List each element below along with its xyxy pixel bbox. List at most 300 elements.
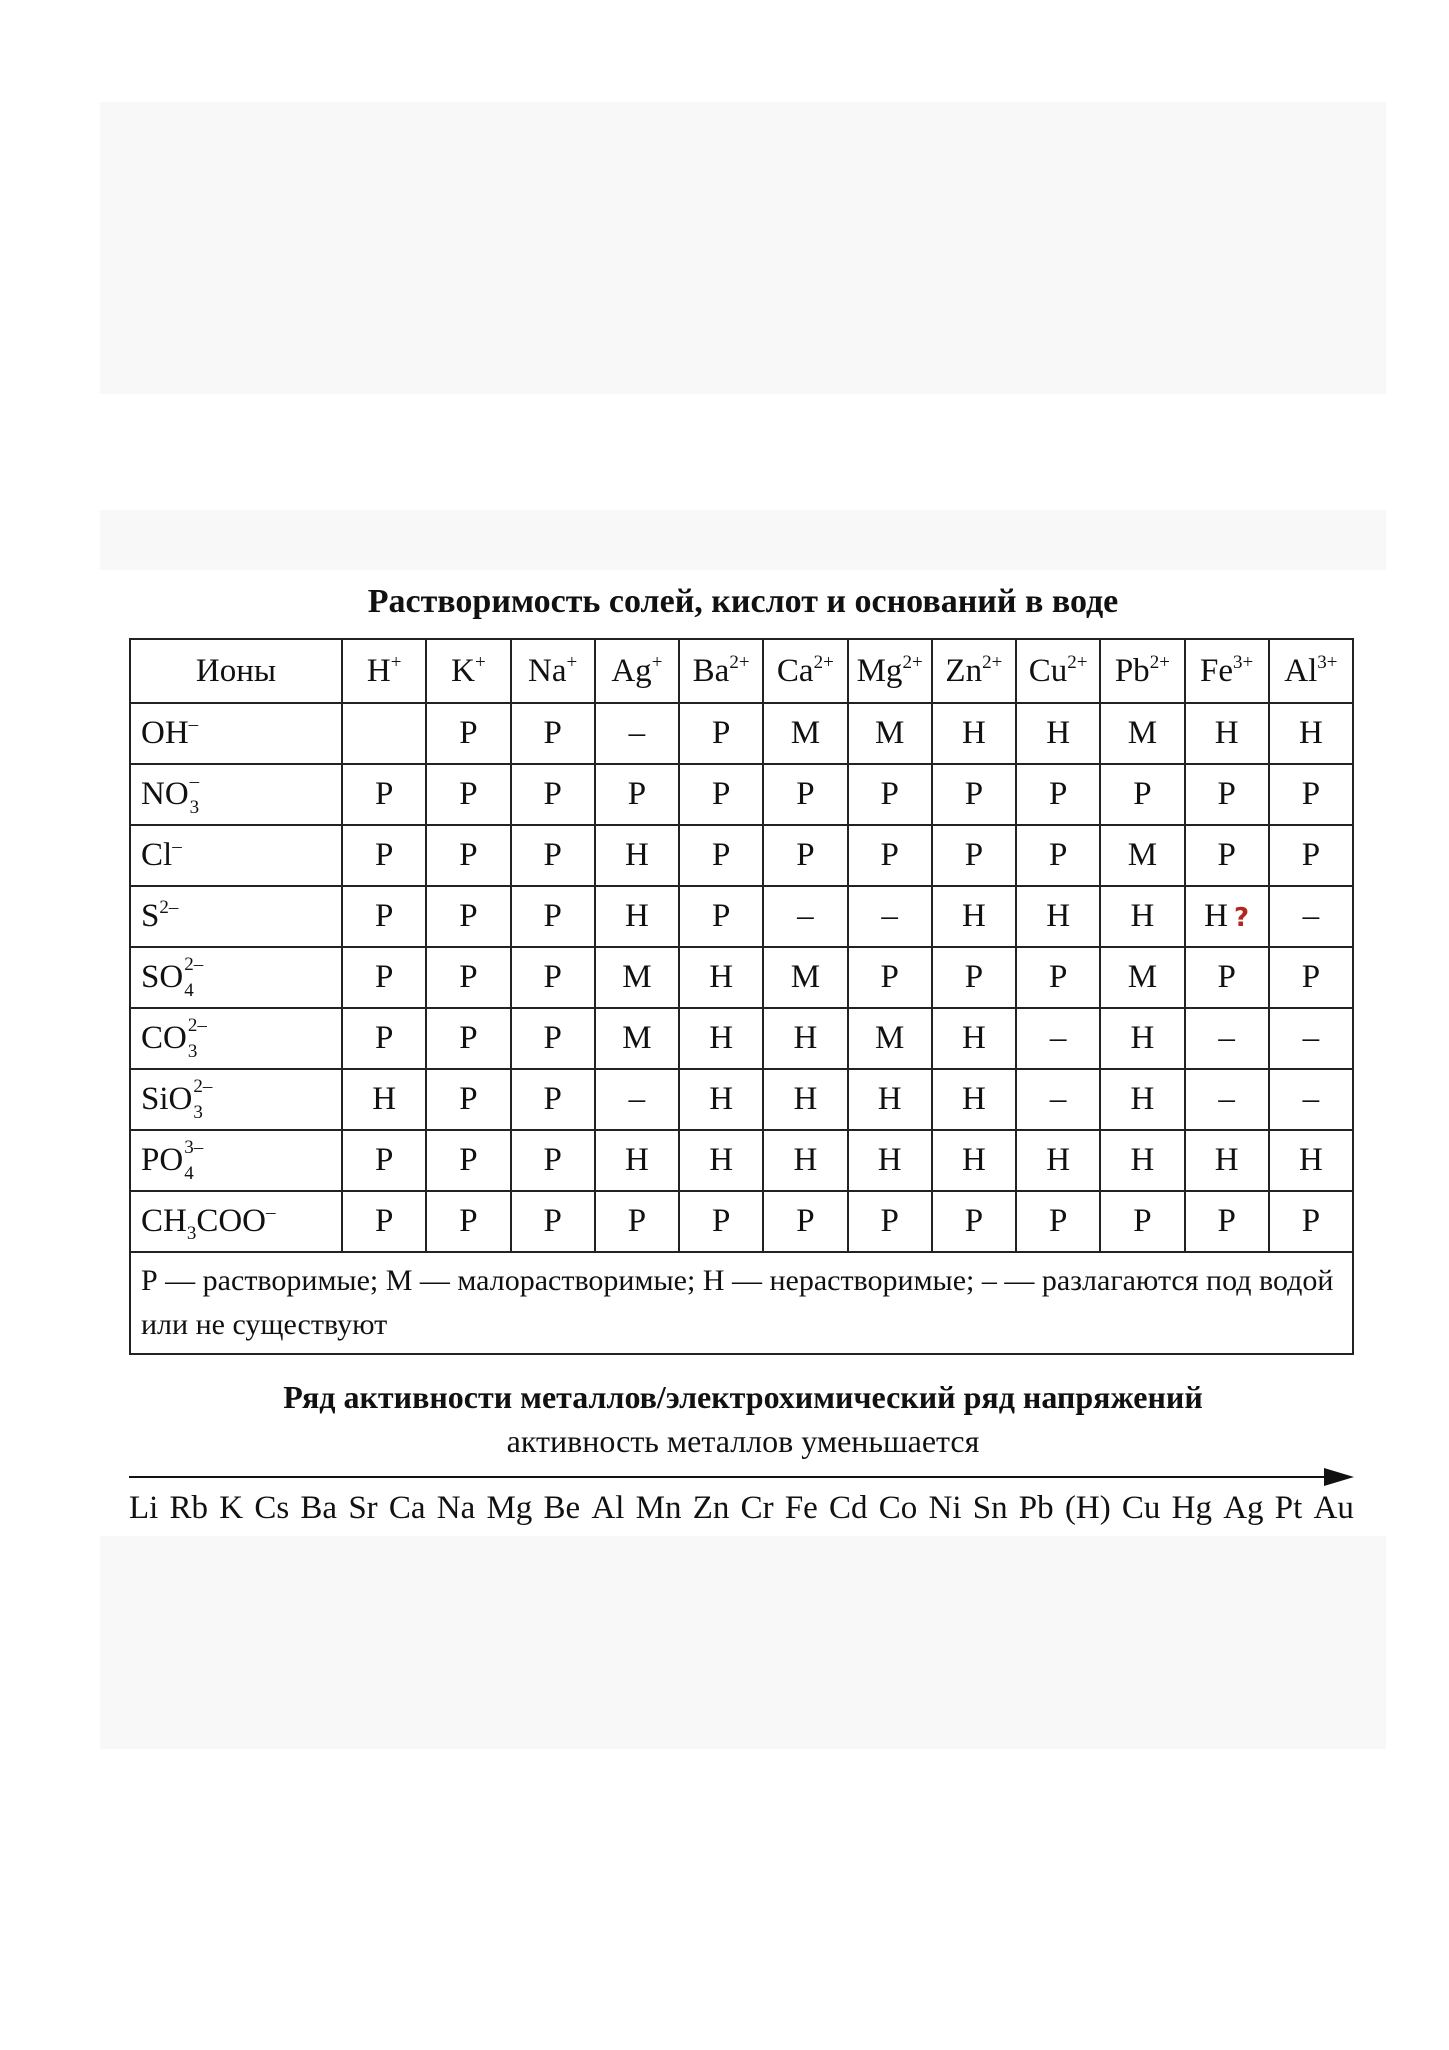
- solubility-value: Р: [711, 715, 731, 751]
- solubility-value: Р: [1048, 837, 1068, 873]
- anion-symbol: NO: [141, 776, 189, 812]
- solubility-cell: [1269, 1008, 1353, 1069]
- solubility-value: Р: [711, 898, 731, 934]
- solubility-cell: [595, 1130, 679, 1191]
- solubility-cell: [511, 764, 595, 825]
- solubility-value: Р: [543, 1203, 562, 1239]
- table-row: [130, 1008, 1353, 1069]
- cation-charge: +: [651, 651, 663, 673]
- solubility-cell: [1016, 1191, 1100, 1252]
- anion-index: [192, 1075, 213, 1123]
- solubility-cell: [848, 1130, 932, 1191]
- solubility-cell: [1016, 764, 1100, 825]
- metal-symbol: Cr: [740, 1490, 774, 1526]
- solubility-value: М: [1127, 959, 1158, 995]
- solubility-value: Н: [793, 1081, 818, 1117]
- metal-symbol: Au: [1313, 1490, 1354, 1526]
- legend-row: [130, 1252, 1353, 1354]
- solubility-cell: [1100, 703, 1184, 764]
- activity-direction-label: активность металлов уменьшается: [506, 1423, 980, 1459]
- solubility-cell: [511, 947, 595, 1008]
- solubility-cell: [848, 764, 932, 825]
- solubility-value: Р: [543, 898, 562, 934]
- solubility-cell: [1016, 947, 1100, 1008]
- table-row: [130, 886, 1353, 947]
- solubility-cell: [1185, 1130, 1269, 1191]
- solubility-cell: [679, 1008, 763, 1069]
- solubility-value: Р: [374, 1020, 394, 1056]
- solubility-cell: [932, 947, 1016, 1008]
- solubility-value: Н: [1298, 715, 1323, 751]
- metal-symbol: Sr: [348, 1490, 378, 1526]
- cation-header: [1100, 639, 1184, 703]
- solubility-value: –: [1302, 898, 1320, 934]
- solubility-value: Р: [964, 837, 984, 873]
- solubility-cell: [763, 1191, 847, 1252]
- solubility-cell: [848, 886, 932, 947]
- anion-subscript: 3: [193, 1101, 203, 1123]
- cation-header: [1016, 639, 1100, 703]
- solubility-value: Р: [1048, 1203, 1068, 1239]
- table-row: [130, 1069, 1353, 1130]
- cation-charge: 2+: [902, 651, 923, 673]
- solubility-cell: [679, 764, 763, 825]
- solubility-value: Р: [1217, 1203, 1236, 1239]
- solubility-value: Н: [961, 1142, 986, 1178]
- solubility-value: Р: [1301, 776, 1321, 812]
- solubility-cell: [426, 947, 510, 1008]
- solubility-value: Н: [624, 1142, 649, 1178]
- solubility-value: Н: [961, 1081, 986, 1117]
- solubility-cell: [1016, 1008, 1100, 1069]
- solubility-cell: [511, 825, 595, 886]
- solubility-value: Н: [1046, 1142, 1071, 1178]
- anion-symbol: SiO: [141, 1081, 193, 1117]
- anion-charge: 2–: [184, 953, 204, 975]
- anion-index: [183, 953, 204, 1001]
- solubility-value: Н: [961, 1020, 986, 1056]
- solubility-cell: [1269, 825, 1353, 886]
- cation-charge: +: [566, 651, 578, 673]
- solubility-cell: [511, 1130, 595, 1191]
- solubility-cell: [1185, 764, 1269, 825]
- solubility-value: Р: [459, 715, 478, 751]
- solubility-cell: [932, 1008, 1016, 1069]
- solubility-value: Р: [1048, 959, 1068, 995]
- solubility-cell: [1016, 1069, 1100, 1130]
- anion-charge: –: [172, 836, 182, 857]
- solubility-cell: [426, 1191, 510, 1252]
- solubility-value: М: [1127, 837, 1158, 873]
- metal-symbol: Ca: [388, 1490, 426, 1526]
- solubility-value: Р: [627, 776, 647, 812]
- table-row: [130, 764, 1353, 825]
- solubility-value: Р: [459, 898, 478, 934]
- solubility-value: Р: [964, 1203, 984, 1239]
- solubility-value: Р: [459, 1081, 478, 1117]
- anion-charge: 2–: [187, 1014, 207, 1036]
- solubility-cell: [1269, 1130, 1353, 1191]
- table-row: [130, 703, 1353, 764]
- cation-charge: 2+: [729, 651, 750, 673]
- cation-charge: 2+: [1067, 651, 1088, 673]
- solubility-cell: [1185, 1191, 1269, 1252]
- anion-header: [130, 1130, 342, 1191]
- solubility-value: Н: [1204, 898, 1228, 934]
- anion-header: [130, 1008, 342, 1069]
- solubility-value: Р: [459, 1203, 478, 1239]
- solubility-cell: [848, 947, 932, 1008]
- anion-charge: –: [189, 770, 200, 792]
- solubility-value: –: [1302, 1020, 1320, 1056]
- metal-symbol: Hg: [1171, 1490, 1212, 1526]
- cation-header: [679, 639, 763, 703]
- anion-symbol: Cl: [141, 837, 173, 873]
- cation-symbol: Ag: [611, 652, 652, 689]
- solubility-value: Р: [1133, 776, 1152, 812]
- solubility-value: Н: [709, 1020, 734, 1056]
- cation-charge: 2+: [982, 651, 1003, 673]
- anion-index: [189, 770, 209, 818]
- solubility-cell: [511, 1191, 595, 1252]
- solubility-cell: [1269, 703, 1353, 764]
- solubility-cell: [342, 1069, 426, 1130]
- solubility-cell: [1185, 1069, 1269, 1130]
- solubility-cell: [595, 1069, 679, 1130]
- metal-symbol: Sn: [972, 1490, 1008, 1526]
- solubility-value: –: [628, 715, 646, 751]
- cation-charge: +: [390, 651, 402, 673]
- solubility-value: Р: [880, 837, 899, 873]
- solubility-cell: [1100, 1069, 1184, 1130]
- solubility-value: М: [874, 715, 905, 751]
- solubility-value: Р: [964, 959, 984, 995]
- solubility-value: Н: [961, 715, 986, 751]
- solubility-value: Р: [374, 837, 394, 873]
- cation-symbol: Ba: [692, 652, 730, 689]
- solubility-cell: [763, 703, 847, 764]
- solubility-value: Р: [1217, 776, 1236, 812]
- cation-symbol: Ca: [776, 652, 814, 689]
- solubility-cell: [342, 886, 426, 947]
- metal-symbol: Li: [129, 1490, 159, 1526]
- solubility-cell: [1269, 764, 1353, 825]
- legend-text: Р — растворимые; М — малорастворимые; Н — нерастворимые; – — разлагаются под водой или не существуют: [130, 1252, 1353, 1354]
- solubility-value: Р: [374, 1142, 394, 1178]
- solubility-cell: [1100, 1008, 1184, 1069]
- solubility-cell: [848, 1191, 932, 1252]
- metal-symbol: Na: [436, 1490, 476, 1526]
- anion-header: [130, 1069, 342, 1130]
- cation-symbol: H: [366, 652, 391, 689]
- solubility-value: –: [881, 898, 898, 934]
- solubility-value: Р: [880, 959, 899, 995]
- anion-header: [130, 764, 342, 825]
- solubility-value: Р: [543, 959, 562, 995]
- solubility-cell: [848, 703, 932, 764]
- solubility-value: М: [1127, 715, 1158, 751]
- solubility-cell: [763, 886, 847, 947]
- anion-header: [130, 703, 342, 764]
- solubility-cell: [1185, 947, 1269, 1008]
- cation-header: [595, 639, 679, 703]
- anion-subscript: 3: [186, 1223, 197, 1244]
- solubility-cell: [763, 1008, 847, 1069]
- anion-index: [187, 1014, 207, 1062]
- solubility-cell: [1016, 886, 1100, 947]
- solubility-cell: [511, 1069, 595, 1130]
- solubility-cell: [1185, 825, 1269, 886]
- solubility-value: Р: [459, 1020, 478, 1056]
- solubility-cell: [1185, 1008, 1269, 1069]
- solubility-value: Р: [459, 959, 478, 995]
- anion-symbol: SO: [141, 959, 184, 995]
- solubility-cell: [1100, 1191, 1184, 1252]
- solubility-value: Р: [796, 837, 815, 873]
- question-mark: ?: [1234, 903, 1250, 933]
- solubility-value: Н: [1046, 898, 1071, 934]
- blank-area-bottom: [100, 1536, 1386, 1749]
- solubility-cell: [595, 1008, 679, 1069]
- solubility-cell: [595, 764, 679, 825]
- solubility-cell: [1269, 1191, 1353, 1252]
- solubility-cell: [932, 1130, 1016, 1191]
- solubility-value: Р: [711, 776, 731, 812]
- solubility-value: –: [628, 1081, 646, 1117]
- table-row: [130, 1130, 1353, 1191]
- solubility-value: Р: [543, 837, 562, 873]
- solubility-value: Р: [543, 715, 562, 751]
- solubility-value: Р: [1133, 1203, 1152, 1239]
- anion-header: [130, 825, 342, 886]
- solubility-cell: [342, 1130, 426, 1191]
- solubility-cell: [763, 825, 847, 886]
- solubility-value: Н: [877, 1142, 902, 1178]
- cation-header: [426, 639, 510, 703]
- solubility-cell: [511, 1008, 595, 1069]
- anion-charge: 2–: [159, 897, 179, 918]
- solubility-cell: [426, 886, 510, 947]
- anion-header: [130, 1191, 342, 1252]
- solubility-cell: [679, 703, 763, 764]
- solubility-cell: [1185, 703, 1269, 764]
- solubility-value: Н: [624, 837, 649, 873]
- solubility-cell: [1016, 825, 1100, 886]
- solubility-cell: [511, 703, 595, 764]
- solubility-cell: [763, 764, 847, 825]
- solubility-value: Р: [1217, 837, 1236, 873]
- metal-symbol: Ba: [300, 1490, 338, 1526]
- solubility-value: М: [622, 959, 652, 995]
- solubility-value: Р: [711, 837, 731, 873]
- solubility-value: Н: [709, 1142, 734, 1178]
- solubility-value: Р: [374, 959, 394, 995]
- solubility-cell: [932, 1191, 1016, 1252]
- solubility-value: Н: [793, 1142, 818, 1178]
- cation-header: [1185, 639, 1269, 703]
- solubility-cell: [763, 1130, 847, 1191]
- anion-charge: 2–: [193, 1075, 213, 1097]
- metal-symbol: Fe: [784, 1490, 818, 1526]
- solubility-cell: [932, 764, 1016, 825]
- anion-symbol: OH: [141, 715, 189, 751]
- anion-index: [183, 1136, 204, 1184]
- solubility-value: Р: [374, 898, 394, 934]
- solubility-cell: [932, 703, 1016, 764]
- solubility-value: Н: [1130, 898, 1155, 934]
- cation-symbol: Fe: [1200, 652, 1234, 689]
- solubility-cell: [1269, 886, 1353, 947]
- solubility-cell: [763, 1069, 847, 1130]
- solubility-value: М: [790, 715, 821, 751]
- solubility-value: –: [1049, 1081, 1067, 1117]
- solubility-cell: [1100, 764, 1184, 825]
- solubility-value: Р: [964, 776, 984, 812]
- solubility-cell: [426, 1130, 510, 1191]
- solubility-cell: [1100, 886, 1184, 947]
- metal-symbol: Pb: [1018, 1490, 1054, 1526]
- anion-symbol: PO: [141, 1142, 184, 1178]
- anion-charge: 3–: [184, 1136, 204, 1158]
- solubility-value: Н: [1298, 1142, 1323, 1178]
- solubility-cell: [1100, 825, 1184, 886]
- cation-charge: 2+: [1149, 651, 1170, 673]
- solubility-cell: [679, 886, 763, 947]
- anion-subscript: 3: [187, 1040, 198, 1062]
- solubility-value: –: [1218, 1081, 1235, 1117]
- solubility-value: Н: [1214, 1142, 1239, 1178]
- solubility-cell: [763, 947, 847, 1008]
- solubility-value: Р: [627, 1203, 647, 1239]
- table-row: [130, 825, 1353, 886]
- solubility-cell: [595, 825, 679, 886]
- anion-charge: –: [266, 1202, 276, 1223]
- anion-symbol: CH: [141, 1203, 187, 1239]
- solubility-cell: [595, 947, 679, 1008]
- solubility-cell: [848, 825, 932, 886]
- metal-symbol: (H): [1064, 1490, 1111, 1526]
- solubility-value: –: [1302, 1081, 1320, 1117]
- metal-symbol: Ag: [1223, 1490, 1264, 1526]
- solubility-value: Р: [1301, 1203, 1321, 1239]
- metal-symbol: Be: [543, 1490, 581, 1526]
- solubility-value: Н: [961, 898, 986, 934]
- cation-symbol: Na: [528, 652, 567, 689]
- anion-symbol: S: [141, 898, 160, 934]
- cation-symbol: Al: [1284, 652, 1318, 689]
- solubility-cell: [342, 1191, 426, 1252]
- solubility-value: Н: [709, 959, 734, 995]
- cation-symbol: Mg: [856, 652, 903, 689]
- anion-header: [130, 947, 342, 1008]
- solubility-value: Н: [1130, 1142, 1155, 1178]
- solubility-cell: [426, 703, 510, 764]
- solubility-value: Н: [877, 1081, 902, 1117]
- metal-symbol: Zn: [692, 1490, 730, 1526]
- solubility-value: Р: [796, 1203, 815, 1239]
- header-row: [130, 639, 1353, 703]
- solubility-value: Р: [543, 1020, 562, 1056]
- solubility-value: Р: [880, 1203, 899, 1239]
- page-title: Растворимость солей, кислот и оснований в воде: [367, 583, 1119, 620]
- solubility-cell: [932, 1069, 1016, 1130]
- solubility-cell: [679, 947, 763, 1008]
- solubility-cell: [848, 1069, 932, 1130]
- solubility-cell: [426, 1008, 510, 1069]
- solubility-value: Р: [796, 776, 815, 812]
- cation-header: [1269, 639, 1353, 703]
- solubility-cell: [595, 1191, 679, 1252]
- solubility-value: Н: [709, 1081, 734, 1117]
- solubility-value: Р: [543, 1142, 562, 1178]
- solubility-cell: [679, 825, 763, 886]
- solubility-value: Р: [1217, 959, 1236, 995]
- anion-charge: –: [188, 714, 199, 735]
- metal-symbol: Ni: [928, 1490, 962, 1526]
- solubility-cell: [595, 703, 679, 764]
- cation-charge: 3+: [1317, 651, 1338, 673]
- anion-header: [130, 886, 342, 947]
- solubility-value: Р: [1301, 959, 1321, 995]
- cation-charge: +: [474, 651, 486, 673]
- cation-charge: 2+: [813, 651, 834, 673]
- solubility-value: Н: [1130, 1020, 1155, 1056]
- solubility-cell: [342, 825, 426, 886]
- solubility-value: –: [797, 898, 814, 934]
- table-row: [130, 1191, 1353, 1252]
- solubility-cell: [848, 1008, 932, 1069]
- anion-symbol: CO: [141, 1020, 187, 1056]
- solubility-cell: [426, 1069, 510, 1130]
- solubility-cell: [1269, 1069, 1353, 1130]
- solubility-cell: [1016, 1130, 1100, 1191]
- solubility-value: Р: [374, 776, 394, 812]
- metal-symbol: Mg: [486, 1490, 533, 1526]
- metal-symbol: Al: [591, 1490, 625, 1526]
- solubility-cell: [511, 886, 595, 947]
- solubility-content: [100, 570, 1386, 1536]
- cation-symbol: Zn: [945, 652, 983, 689]
- solubility-value: Н: [372, 1081, 397, 1117]
- anion-symbol-tail: COO: [196, 1203, 267, 1239]
- solubility-value: Р: [459, 837, 478, 873]
- solubility-value: Р: [1301, 837, 1321, 873]
- solubility-cell: [679, 1069, 763, 1130]
- cation-charge: 3+: [1233, 651, 1254, 673]
- ions-header: Ионы: [130, 639, 342, 703]
- solubility-cell: [679, 1191, 763, 1252]
- solubility-value: Р: [459, 1142, 478, 1178]
- solubility-value: Н: [1130, 1081, 1155, 1117]
- solubility-value: М: [622, 1020, 652, 1056]
- cation-header: [932, 639, 1016, 703]
- solubility-cell: [1100, 1130, 1184, 1191]
- activity-series: [129, 1488, 1354, 1528]
- solubility-value: Р: [543, 1081, 562, 1117]
- solubility-value: Н: [1214, 715, 1239, 751]
- solubility-value: Н: [793, 1020, 818, 1056]
- metal-symbol: Cs: [254, 1490, 290, 1526]
- cation-header: [511, 639, 595, 703]
- solubility-value: Р: [1048, 776, 1068, 812]
- solubility-value: Н: [624, 898, 649, 934]
- cation-header: [763, 639, 847, 703]
- solubility-value: М: [790, 959, 821, 995]
- metal-symbol: Pt: [1274, 1490, 1303, 1526]
- solubility-cell: [932, 886, 1016, 947]
- decrease-arrow-icon: [129, 1466, 1354, 1488]
- anion-subscript: 4: [184, 1162, 194, 1184]
